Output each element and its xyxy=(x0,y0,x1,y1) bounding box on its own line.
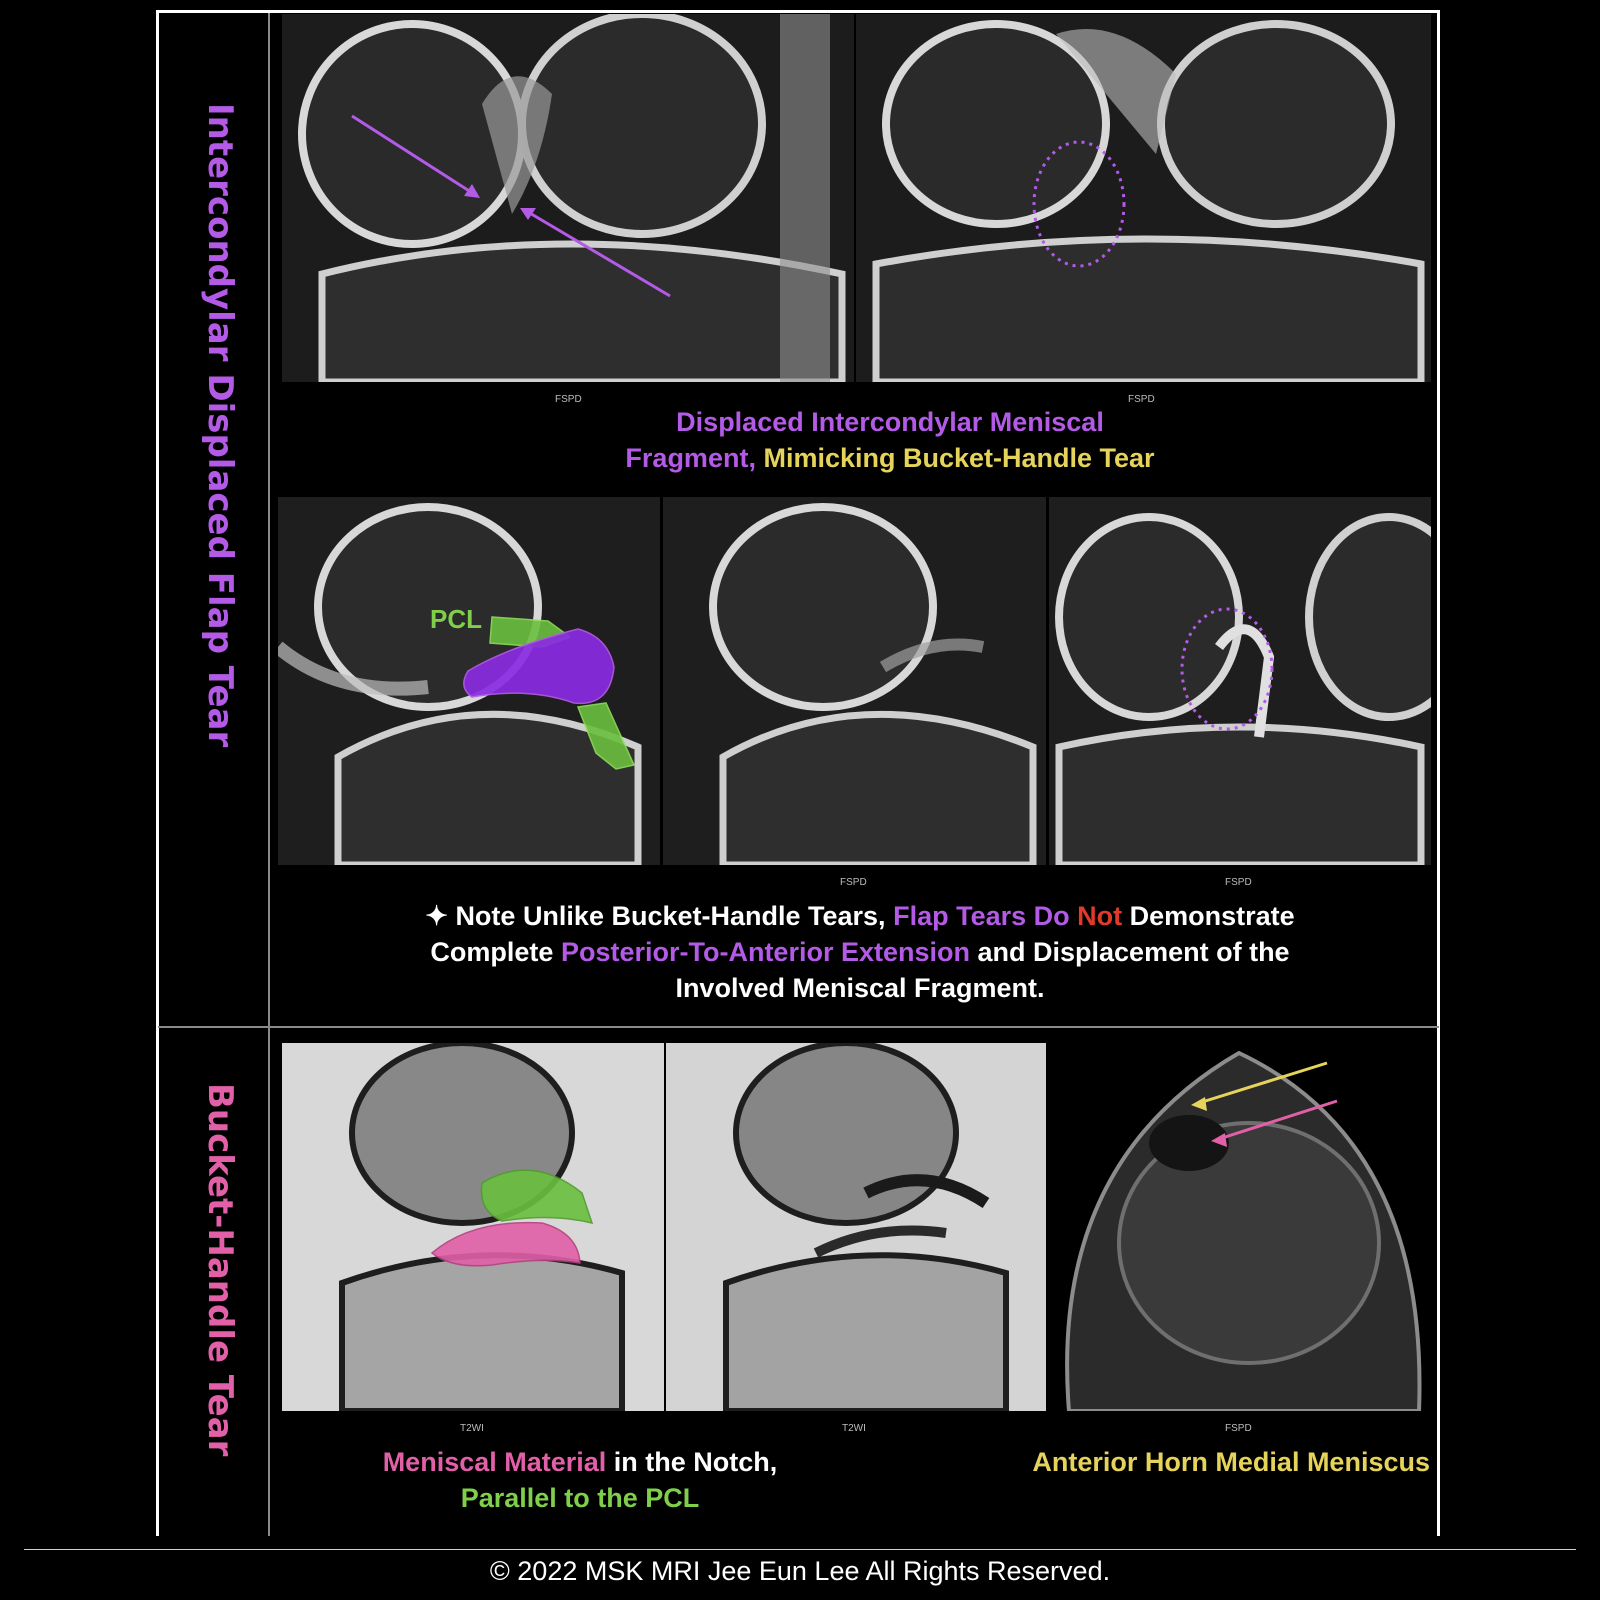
mri-coronal-right xyxy=(856,14,1431,382)
sequence-label: T2WI xyxy=(842,1423,866,1434)
sequence-label: FSPD xyxy=(555,394,582,405)
section-divider xyxy=(158,1026,1439,1028)
section-label-flap-tear: Intercondylar Displaced Flap Tear xyxy=(200,102,240,748)
copyright-footer: © 2022 MSK MRI Jee Eun Lee All Rights Reserved. xyxy=(489,1556,1111,1586)
mri-t2-annotated xyxy=(282,1043,664,1411)
sequence-label: FSPD xyxy=(840,877,867,888)
sequence-label: FSPD xyxy=(1225,877,1252,888)
sequence-label: FSPD xyxy=(1128,394,1155,405)
mri-t2-plain xyxy=(666,1043,1046,1411)
caption-meniscal-material: Meniscal Material in the Notch, Parallel to the PCL xyxy=(382,1447,778,1513)
mri-coronal-left xyxy=(282,14,854,382)
mri-axial-arrows xyxy=(1049,1043,1431,1411)
footer-divider xyxy=(24,1549,1576,1550)
mri-sagittal-annotated xyxy=(278,497,660,865)
mri-sagittal-plain xyxy=(663,497,1046,865)
caption-note: ✦ Note Unlike Bucket-Handle Tears, Flap Tears Do Not Demonstrate Complete Posterior-To-Anterior Extension and Displacement of the Involved Meniscal Fragment. xyxy=(425,901,1295,1003)
mri-coronal-circled xyxy=(1049,497,1431,865)
caption-displaced-fragment: Displaced Intercondylar Meniscal Fragment, Mimicking Bucket-Handle Tear xyxy=(625,407,1155,473)
section-label-bucket-handle: Bucket-Handle Tear xyxy=(200,1083,240,1457)
caption-anterior-horn: Anterior Horn Medial Meniscus xyxy=(1032,1447,1430,1477)
sequence-label: T2WI xyxy=(460,1423,484,1434)
pcl-label: PCL xyxy=(430,604,482,634)
sequence-label: FSPD xyxy=(1225,1423,1252,1434)
label-divider xyxy=(268,13,270,1536)
